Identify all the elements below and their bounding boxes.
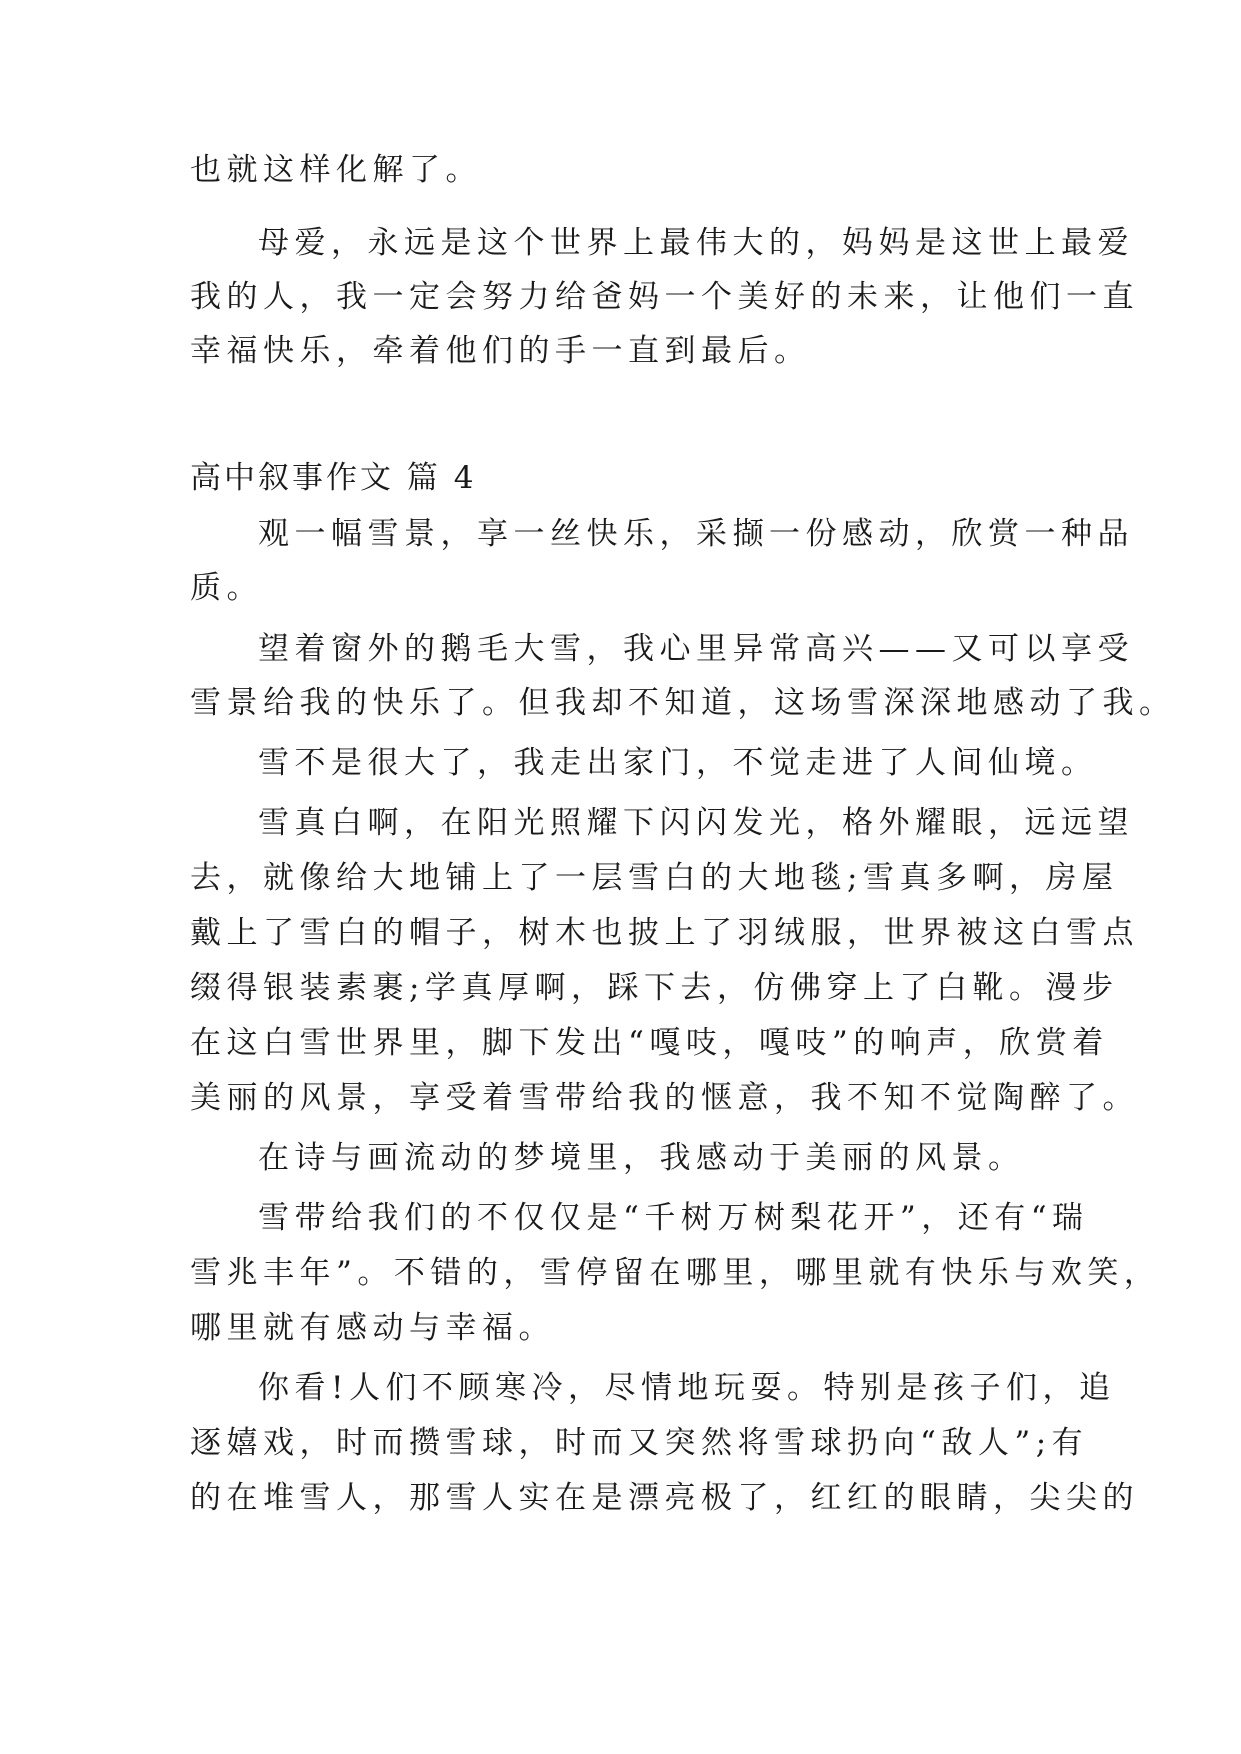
text-line: 雪景给我的快乐了。但我却不知道，这场雪深深地感动了我。 [190, 685, 1176, 721]
text-line: 美丽的风景，享受着雪带给我的惬意，我不知不觉陶醉了。 [190, 1080, 1139, 1116]
text-line: 质。 [190, 570, 263, 606]
paragraph-first-line: 雪不是很大了，我走出家门，不觉走进了人间仙境。 [258, 745, 1098, 781]
section-title: 高中叙事作文 篇 4 [190, 460, 477, 496]
text-line: 也就这样化解了。 [190, 152, 482, 188]
text-line: 我的人，我一定会努力给爸妈一个美好的未来，让他们一直 [190, 279, 1139, 315]
text-line: 雪兆丰年”。不错的，雪停留在哪里，哪里就有快乐与欢笑， [190, 1255, 1161, 1291]
paragraph-first-line: 观一幅雪景，享一丝快乐，采撷一份感动，欣赏一种品 [258, 516, 1134, 552]
text-line: 哪里就有感动与幸福。 [190, 1310, 555, 1346]
paragraph-first-line: 雪带给我们的不仅仅是“千树万树梨花开”，还有“瑞 [258, 1200, 1089, 1236]
text-line: 的在堆雪人，那雪人实在是漂亮极了，红红的眼睛，尖尖的 [190, 1480, 1139, 1516]
paragraph-first-line: 在诗与画流动的梦境里，我感动于美丽的风景。 [258, 1140, 1025, 1176]
paragraph-first-line: 望着窗外的鹅毛大雪，我心里异常高兴——又可以享受 [258, 631, 1134, 667]
text-line: 逐嬉戏，时而攒雪球，时而又突然将雪球扔向“敌人”;有 [190, 1425, 1089, 1461]
text-line: 幸福快乐，牵着他们的手一直到最后。 [190, 333, 811, 369]
paragraph-first-line: 雪真白啊，在阳光照耀下闪闪发光，格外耀眼，远远望 [258, 805, 1134, 841]
paragraph-first-line: 你看!人们不顾寒冷，尽情地玩耍。特别是孩子们，追 [258, 1370, 1116, 1406]
text-line: 缀得银装素裹;学真厚啊，踩下去，仿佛穿上了白靴。漫步 [190, 970, 1119, 1006]
text-line: 去，就像给大地铺上了一层雪白的大地毯;雪真多啊，房屋 [190, 860, 1119, 896]
paragraph-first-line: 母爱，永远是这个世界上最伟大的，妈妈是这世上最爱 [258, 225, 1134, 261]
text-line: 在这白雪世界里，脚下发出“嘎吱，嘎吱”的响声，欣赏着 [190, 1025, 1109, 1061]
text-line: 戴上了雪白的帽子，树木也披上了羽绒服，世界被这白雪点 [190, 915, 1139, 951]
